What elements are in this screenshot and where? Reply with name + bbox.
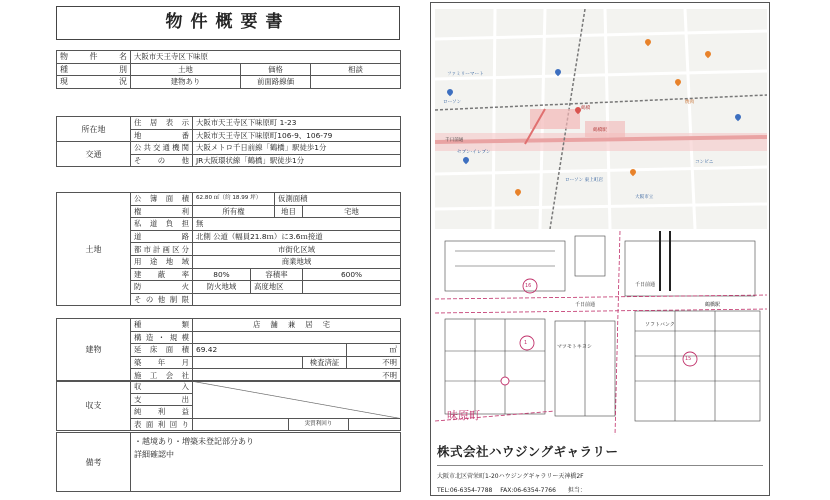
- transit-label: 公共交通機関: [131, 142, 193, 155]
- actual-yield-label: 実質利回り: [289, 418, 349, 431]
- other-transit-label: その他: [131, 154, 193, 167]
- other-restriction-label: その他制限: [131, 293, 193, 306]
- bcr-value: 80%: [193, 268, 251, 281]
- surface-yield-label: 表面利回り: [131, 418, 193, 431]
- rights-label: 権利: [131, 205, 193, 218]
- zoning-value: 商業地域: [193, 255, 401, 268]
- surface-yield-value: [193, 418, 289, 431]
- status-label: 現況: [57, 76, 131, 89]
- far-value: 600%: [303, 268, 401, 281]
- fire-label: 防火: [131, 281, 193, 294]
- structure-value: [193, 331, 401, 344]
- plat-map: [435, 231, 767, 435]
- location-category: 所在地: [57, 117, 131, 142]
- remarks-line-2: 詳細確認中: [134, 450, 174, 459]
- plat-circle-15: 15: [685, 356, 692, 362]
- land-category: 土地: [57, 193, 131, 306]
- floor-area-label: 延床面積: [131, 344, 193, 357]
- remarks-table: [56, 432, 401, 492]
- traffic-category: 交通: [57, 142, 131, 167]
- property-basic-table: [56, 50, 401, 89]
- address-value: 大阪市天王寺区下味原町 1-23: [193, 117, 401, 130]
- area-label: 公簿面積: [131, 193, 193, 206]
- plat-area-name: 味原町: [447, 409, 480, 422]
- lot-value: 大阪市天王寺区下味原町106-9、106-79: [193, 129, 401, 142]
- floor-area-value: 69.42: [193, 344, 347, 357]
- zoning-label: 用途地域: [131, 255, 193, 268]
- price-label: 価格: [241, 63, 311, 76]
- map-label-1: ファミリーマート: [447, 72, 484, 77]
- company-name: 株式会社ハウジングギャラリー: [437, 444, 619, 459]
- plat-label-1: 鶴橋駅: [705, 302, 721, 308]
- document-title: 物件概要書: [56, 6, 400, 40]
- expense-label: 支出: [131, 393, 193, 406]
- map-label-9: コンビニ: [695, 160, 714, 165]
- inspection-label: 検査済証: [303, 356, 347, 369]
- street-map: [435, 9, 767, 229]
- lot-label: 地番: [131, 129, 193, 142]
- private-road-value: 無: [193, 218, 401, 231]
- map-sheet: [430, 2, 770, 496]
- remarks-line-1: ・越境あり・増築未登記部分あり: [134, 437, 254, 446]
- company-fax: FAX:06-6354-7766: [500, 487, 556, 494]
- road-price-value: [311, 76, 401, 89]
- map-label-6: ローソン 東上町店: [565, 178, 604, 183]
- plat-label-2: 千日前通: [635, 282, 656, 288]
- status-value: 建物あり: [131, 76, 241, 89]
- type-label: 種別: [57, 63, 131, 76]
- actual-yield-value: [349, 418, 401, 431]
- price-value: 相談: [311, 63, 401, 76]
- private-road-label: 私道負担: [131, 218, 193, 231]
- far-label: 容積率: [251, 268, 303, 281]
- land-table: [56, 192, 401, 306]
- plat-circle-16: 16: [525, 283, 532, 289]
- road-label: 道路: [131, 230, 193, 243]
- income-values-blank: [193, 381, 401, 419]
- map-label-4: 千日前通: [445, 138, 464, 143]
- address-label: 住居表示: [131, 117, 193, 130]
- floor-area-unit: ㎡: [347, 344, 401, 357]
- map-label-5: 鶴橋駅: [593, 128, 607, 133]
- other-restriction-value: [193, 293, 401, 306]
- land-class-value: 宅地: [303, 205, 401, 218]
- map-label-7: 大阪市立: [635, 195, 654, 200]
- building-table: [56, 318, 401, 382]
- area-value: 62.80 ㎡（約 18.99 坪）: [193, 193, 275, 206]
- map-label-8: 焼肉: [685, 100, 695, 105]
- fire-value: 防火地域: [193, 281, 251, 294]
- other-transit-value: JR大阪環状線「鶴橋」駅徒歩1分: [193, 154, 401, 167]
- company-address: 大阪市北区菅栄町1-20ハウジングギャラリー天神橋2F: [437, 473, 584, 480]
- building-category: 建物: [57, 319, 131, 382]
- plat-label-3: ソフトバンク: [645, 322, 675, 328]
- plat-label-4: マツモトキヨシ: [557, 344, 592, 350]
- net-income-label: 純利益: [131, 406, 193, 419]
- plat-road-name: 千日前通: [575, 302, 596, 308]
- street-map-drawing: [435, 9, 767, 229]
- road-price-label: 前面路線価: [241, 76, 311, 89]
- type-value: 土地: [131, 63, 241, 76]
- built-value: [193, 356, 303, 369]
- building-type-label: 種類: [131, 319, 193, 332]
- income-table: [56, 380, 401, 431]
- building-type-value: 店舗兼居宅: [193, 319, 401, 332]
- property-name-label: 物件名: [57, 51, 131, 64]
- transit-value: 大阪メトロ千日前線「鶴橋」駅徒歩1分: [193, 142, 401, 155]
- income-category: 収支: [57, 381, 131, 431]
- bcr-label: 建蔽率: [131, 268, 193, 281]
- builder-value: 不明: [193, 369, 401, 382]
- provisional-area: 仮測面積: [275, 193, 401, 206]
- remarks-category: 備考: [57, 433, 131, 492]
- plat-circle-1: 1: [524, 340, 528, 346]
- company-contact-line: [437, 485, 586, 494]
- location-table: [56, 116, 401, 167]
- company-contact: 担当：: [567, 487, 586, 494]
- height-label: 高度地区: [251, 281, 303, 294]
- rights-value: 所有権: [193, 205, 275, 218]
- map-label-3: セブン-イレブン: [457, 150, 491, 155]
- income-label: 収入: [131, 381, 193, 394]
- city-plan-value: 市街化区域: [193, 243, 401, 256]
- property-name-value: 大阪市天王寺区下味原: [131, 51, 401, 64]
- built-label: 築年月: [131, 356, 193, 369]
- inspection-value: 不明: [347, 356, 401, 369]
- map-label-2: ローソン: [443, 100, 462, 105]
- builder-label: 施工会社: [131, 369, 193, 382]
- structure-label: 構造・規模: [131, 331, 193, 344]
- city-plan-label: 都市計画区分: [131, 243, 193, 256]
- height-value: [303, 281, 401, 294]
- company-divider: [437, 465, 763, 466]
- road-value: 北側 公道（幅員21.8ｍ）に3.6ｍ接道: [193, 230, 401, 243]
- station-label: 鶴橋: [581, 106, 591, 111]
- company-tel: TEL:06-6354-7788: [437, 487, 493, 494]
- plat-map-drawing: [435, 231, 767, 435]
- land-class-label: 地目: [275, 205, 303, 218]
